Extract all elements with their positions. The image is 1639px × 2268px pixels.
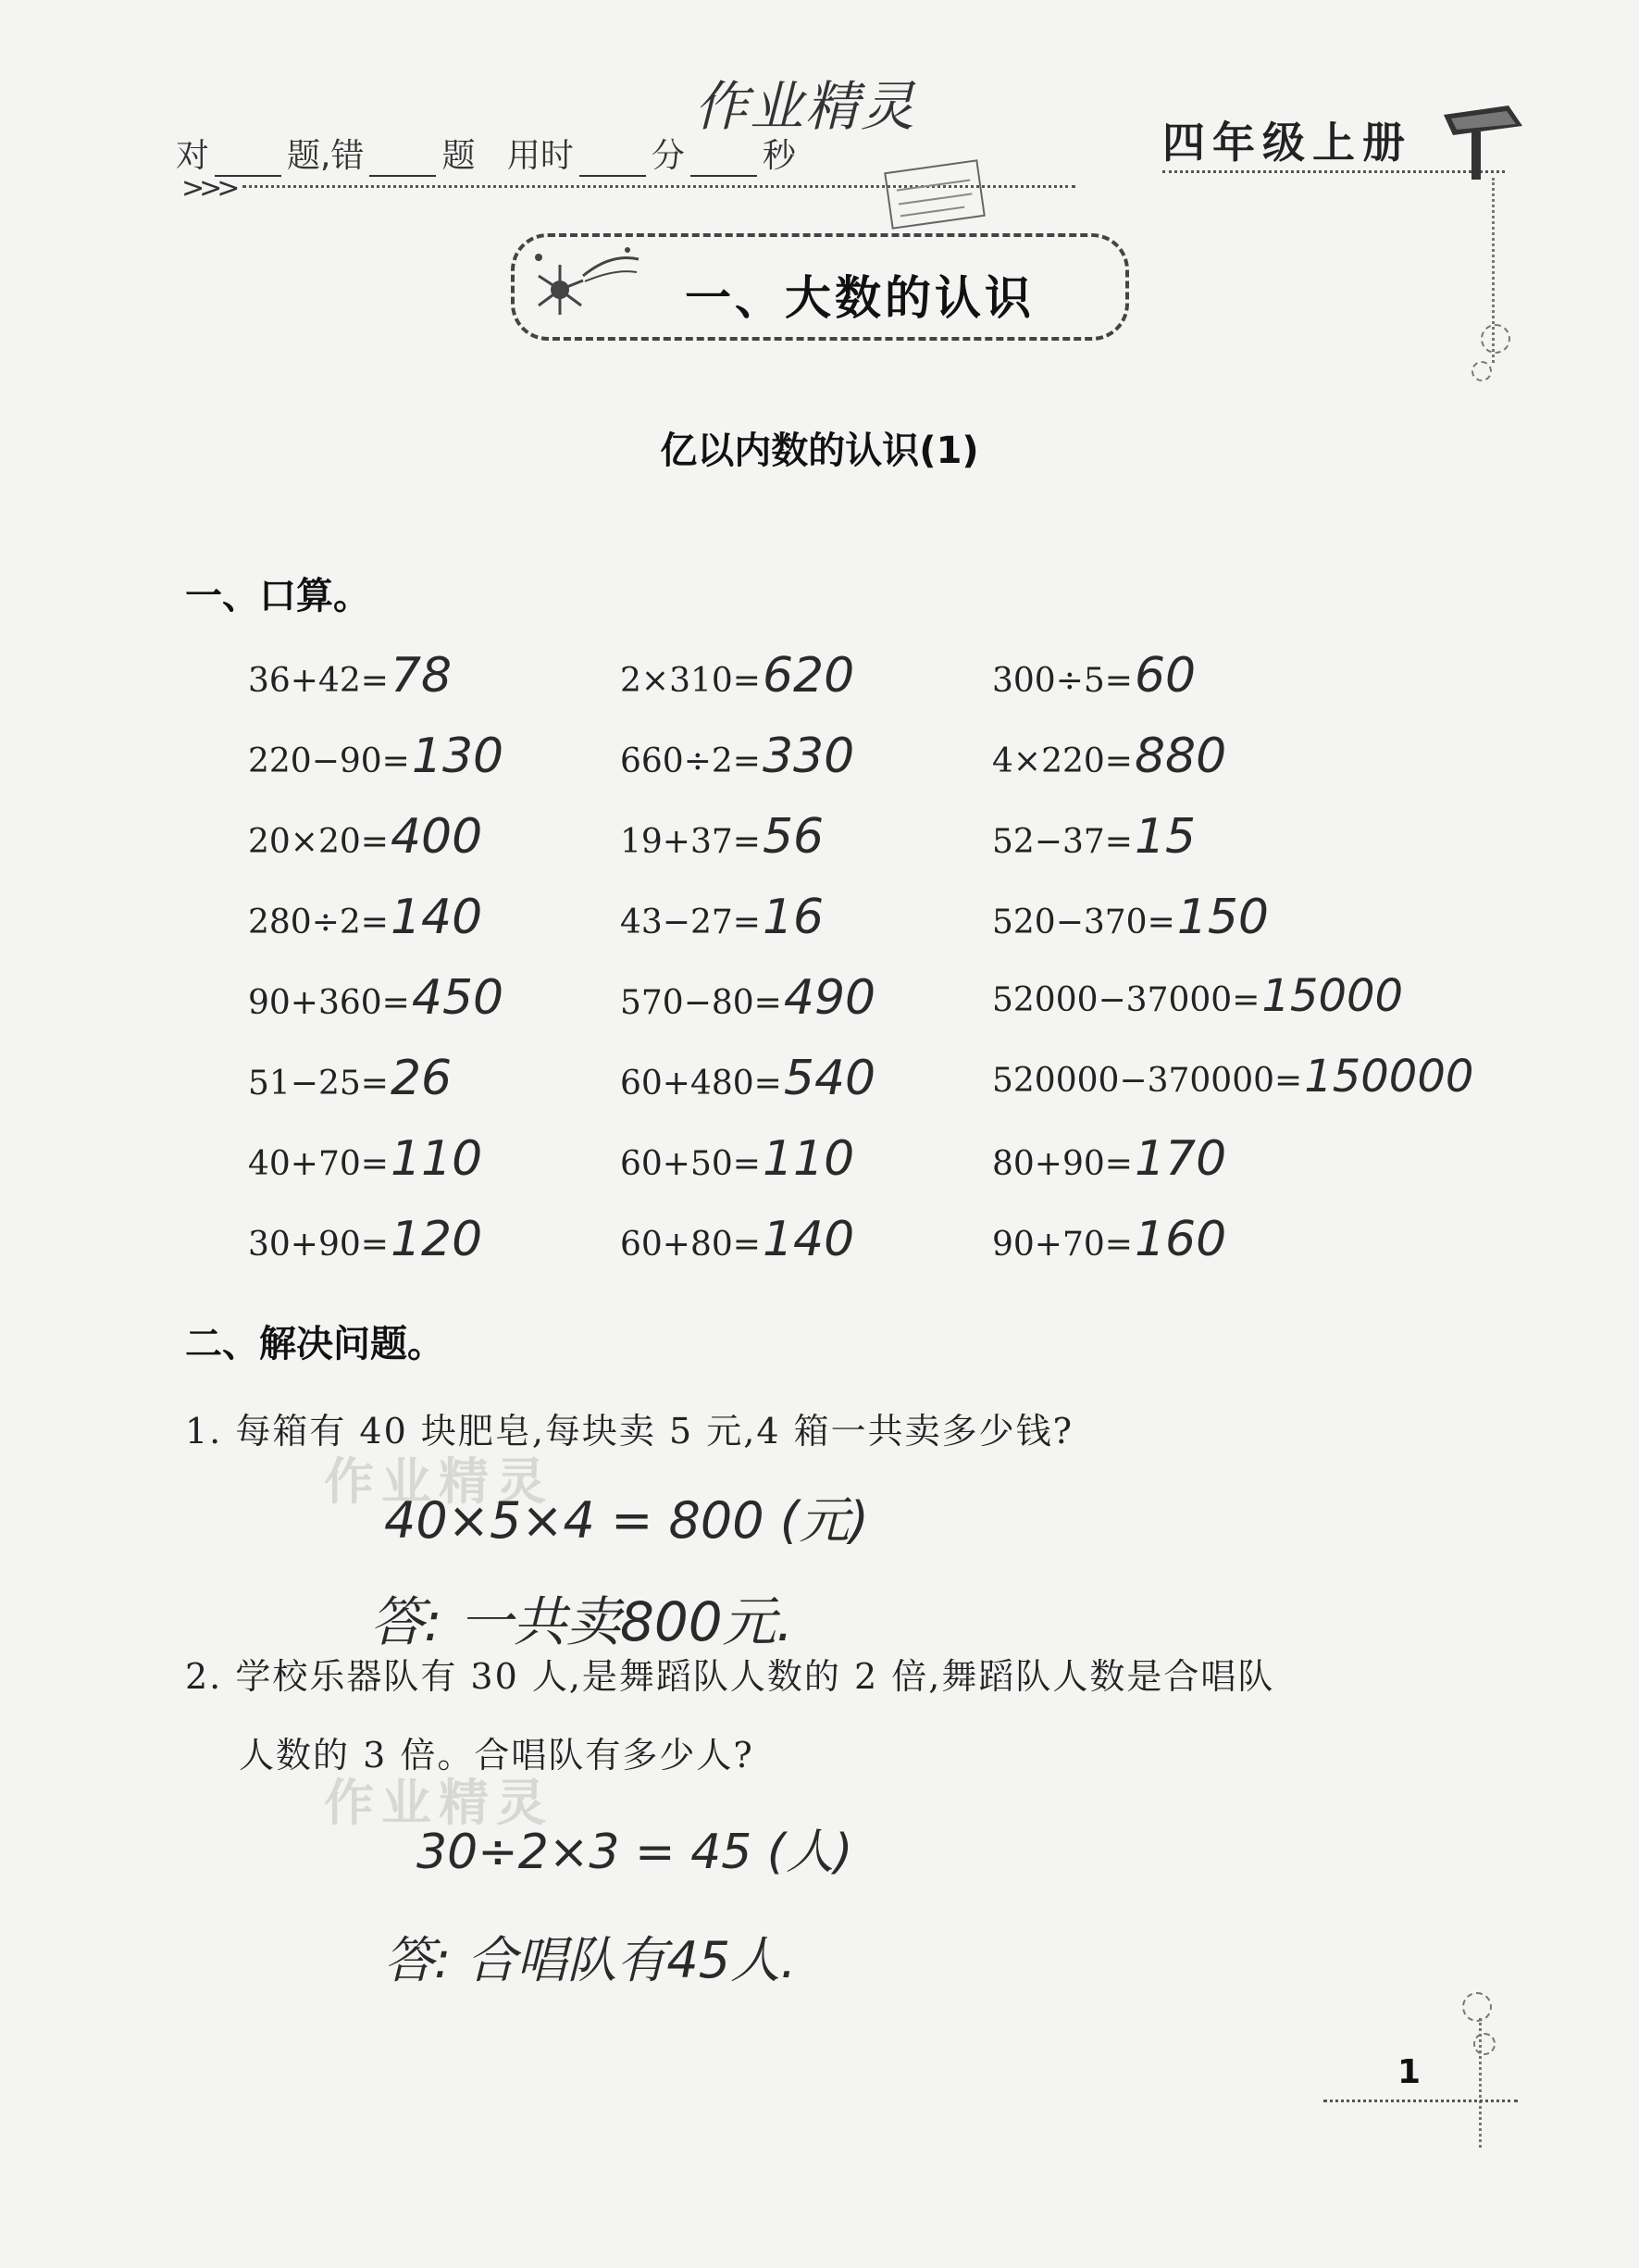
footer-dots-decoration <box>1479 2018 1482 2148</box>
seconds-label: 秒 <box>762 137 796 175</box>
time-label: 用时 <box>506 137 574 175</box>
calc-answer[interactable]: 15 <box>1134 809 1197 865</box>
calc-answer[interactable]: 26 <box>390 1051 453 1106</box>
score-label-question: 题 <box>441 137 476 175</box>
calc-answer[interactable]: 140 <box>762 1212 855 1267</box>
minutes-blank[interactable] <box>579 147 646 177</box>
problem-1-answer[interactable]: 答: 一共卖800元. <box>370 1590 794 1653</box>
problem-1-work[interactable]: 40×5×4 = 800 (元) <box>384 1491 869 1550</box>
calc-question: 4×220= <box>992 742 1133 780</box>
part1-heading: 一、口算。 <box>185 575 370 617</box>
calc-question: 660÷2= <box>620 742 761 780</box>
calc-item <box>620 648 854 704</box>
calc-item <box>620 890 824 945</box>
ring-decoration-icon <box>1462 1992 1492 2022</box>
calc-answer[interactable]: 540 <box>783 1051 876 1106</box>
calc-answer[interactable]: 56 <box>762 809 825 865</box>
calc-item <box>992 1212 1226 1267</box>
watermark: 作业精灵 <box>324 1774 553 1832</box>
calc-question: 30+90= <box>248 1226 389 1264</box>
stamp-icon <box>875 150 995 239</box>
calc-answer[interactable]: 130 <box>411 729 504 784</box>
calc-answer[interactable]: 150000 <box>1304 1051 1474 1103</box>
problem-2-text: 2. 学校乐器队有 30 人,是舞蹈队人数的 2 倍,舞蹈队人数是合唱队 <box>185 1656 1275 1697</box>
calc-item <box>248 970 503 1026</box>
calc-item <box>248 809 482 865</box>
calc-item <box>248 1131 482 1187</box>
calc-answer[interactable]: 110 <box>762 1131 855 1187</box>
calc-question: 51−25= <box>248 1065 389 1103</box>
wrong-count-blank[interactable] <box>369 147 436 177</box>
ring-decoration-icon <box>1473 2033 1496 2055</box>
calc-item <box>248 729 503 784</box>
calc-question: 52−37= <box>992 823 1133 861</box>
calc-question: 43−27= <box>620 903 761 941</box>
score-label-correct: 对 <box>176 137 210 175</box>
calc-answer[interactable]: 880 <box>1134 729 1227 784</box>
page-number: 1 <box>1397 2053 1422 2091</box>
section-title: 亿以内数的认识(1) <box>660 430 979 472</box>
calc-item <box>992 1051 1473 1103</box>
calc-question: 40+70= <box>248 1145 389 1183</box>
ring-decoration-icon <box>1481 324 1510 354</box>
calc-question: 60+50= <box>620 1145 761 1183</box>
calc-question: 20×20= <box>248 823 389 861</box>
calc-item <box>992 890 1269 945</box>
calc-answer[interactable]: 16 <box>762 890 825 945</box>
seconds-blank[interactable] <box>690 147 757 177</box>
calc-answer[interactable]: 490 <box>783 970 876 1026</box>
score-label-wrong: 题,错 <box>287 137 365 175</box>
problem-2-answer[interactable]: 答: 合唱队有45人. <box>384 1931 797 1989</box>
calc-item <box>620 970 875 1026</box>
calc-question: 520000−370000= <box>992 1062 1303 1100</box>
calc-answer[interactable]: 620 <box>762 648 855 704</box>
calc-question: 520−370= <box>992 903 1175 941</box>
calc-question: 220−90= <box>248 742 410 780</box>
arrows-icon: >>> <box>181 172 235 205</box>
handwritten-title: 作业精灵 <box>694 75 917 138</box>
calc-question: 90+70= <box>992 1226 1133 1264</box>
calc-question: 300÷5= <box>992 662 1133 700</box>
grade-label: 四年级上册 <box>1162 118 1412 168</box>
minutes-label: 分 <box>651 137 685 175</box>
flower-icon <box>518 239 648 331</box>
calc-answer[interactable]: 170 <box>1134 1131 1227 1187</box>
calc-answer[interactable]: 450 <box>411 970 504 1026</box>
calc-answer[interactable]: 110 <box>390 1131 483 1187</box>
part2-heading: 二、解决问题。 <box>185 1323 444 1365</box>
chapter-title: 一、大数的认识 <box>685 271 1035 325</box>
calc-answer[interactable]: 78 <box>390 648 453 704</box>
calc-answer[interactable]: 60 <box>1134 648 1197 704</box>
calc-question: 36+42= <box>248 662 389 700</box>
calc-answer[interactable]: 160 <box>1134 1212 1227 1267</box>
calc-answer[interactable]: 150 <box>1176 890 1270 945</box>
calc-answer[interactable]: 330 <box>762 729 855 784</box>
calc-item <box>248 1051 452 1106</box>
problem-2-work[interactable]: 30÷2×3 = 45 (人) <box>416 1825 853 1880</box>
signpost-icon <box>1425 96 1527 180</box>
calc-item <box>248 1212 482 1267</box>
calc-question: 570−80= <box>620 984 782 1022</box>
ring-decoration-icon <box>1471 361 1492 381</box>
calc-question: 60+80= <box>620 1226 761 1264</box>
calc-answer[interactable]: 140 <box>390 890 483 945</box>
calc-item <box>992 970 1403 1022</box>
calc-answer[interactable]: 15000 <box>1261 970 1404 1022</box>
calc-question: 60+480= <box>620 1065 782 1103</box>
calc-question: 90+360= <box>248 984 410 1022</box>
calc-item <box>992 809 1196 865</box>
score-line <box>176 130 796 177</box>
watermark: 作业精灵 <box>324 1452 553 1511</box>
calc-item <box>992 648 1196 704</box>
calc-answer[interactable]: 400 <box>390 809 483 865</box>
calc-item <box>620 1131 854 1187</box>
calc-item <box>992 1131 1226 1187</box>
calc-item <box>248 890 482 945</box>
calc-item <box>620 729 854 784</box>
calc-item <box>620 809 824 865</box>
problem-1-text: 1. 每箱有 40 块肥皂,每块卖 5 元,4 箱一共卖多少钱? <box>185 1411 1074 1452</box>
calc-question: 80+90= <box>992 1145 1133 1183</box>
calc-item <box>620 1051 875 1106</box>
calc-item <box>620 1212 854 1267</box>
calc-answer[interactable]: 120 <box>390 1212 483 1267</box>
calc-question: 2×310= <box>620 662 761 700</box>
calc-item <box>992 729 1226 784</box>
calc-item <box>248 648 452 704</box>
calc-question: 19+37= <box>620 823 761 861</box>
footer-divider <box>1323 2100 1518 2102</box>
problem-2-text-continued: 人数的 3 倍。合唱队有多少人? <box>239 1735 754 1776</box>
calc-question: 52000−37000= <box>992 981 1260 1019</box>
calc-question: 280÷2= <box>248 903 389 941</box>
